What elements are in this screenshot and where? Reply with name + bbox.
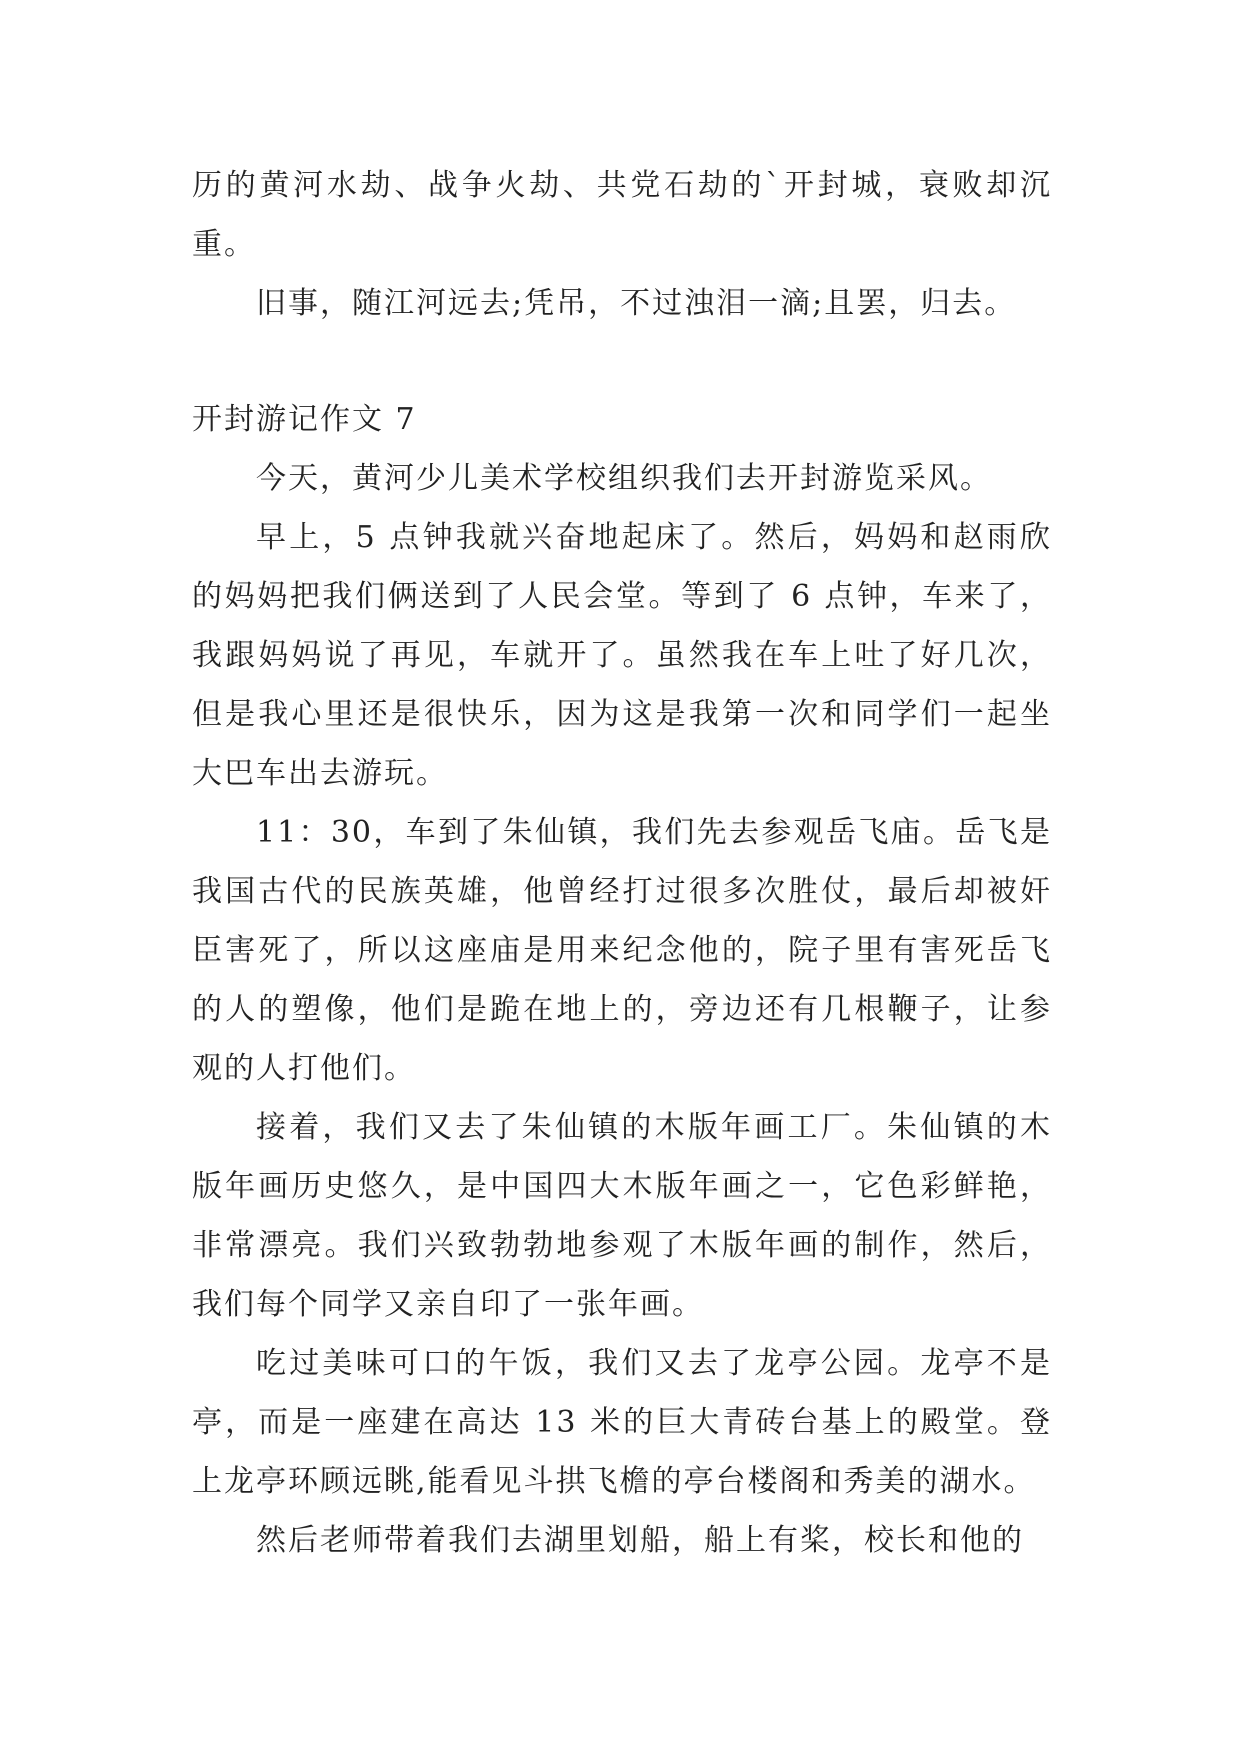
paragraph-3: 11：30，车到了朱仙镇，我们先去参观岳飞庙。岳飞是我国古代的民族英雄，他曾经打过很多次胜仗，最后却被奸臣害死了，所以这座庙是用来纪念他的，院子里有害死岳飞的人的塑像，他们是跪在地上的，旁边还有几根鞭子，让参观的人打他们。 [192,815,1052,1086]
paragraph-5: 吃过美味可口的午饭，我们又去了龙亭公园。龙亭不是亭，而是一座建在高达 13 米的巨大青砖台基上的殿堂。登上龙亭环顾远眺,能看见斗拱飞檐的亭台楼阁和秀美的湖水。 [192,1346,1052,1499]
continued-text-block [192,156,1052,333]
section-title: 开封游记作文 7 [192,402,417,437]
paragraph-1: 今天，黄河少儿美术学校组织我们去开封游览采风。 [256,461,992,496]
paragraph-6: 然后老师带着我们去湖里划船，船上有桨，校长和他的 [256,1523,1024,1558]
essay-section [192,390,1052,1570]
paragraph-4: 接着，我们又去了朱仙镇的木版年画工厂。朱仙镇的木版年画历史悠久，是中国四大木版年画之一，它色彩鲜艳，非常漂亮。我们兴致勃勃地参观了木版年画的制作，然后，我们每个同学又亲自印了一张年画。 [192,1110,1052,1322]
paragraph-2: 早上，5 点钟我就兴奋地起床了。然后，妈妈和赵雨欣的妈妈把我们俩送到了人民会堂。等到了 6 点钟，车来了，我跟妈妈说了再见，车就开了。虽然我在车上吐了好几次，但是我心里还是很快乐，因为这是我第一次和同学们一起坐大巴车出去游玩。 [192,520,1052,791]
continued-paragraph-2: 旧事，随江河远去;凭吊，不过浊泪一滴;且罢，归去。 [256,286,1017,321]
continued-paragraph-1: 历的黄河水劫、战争火劫、共党石劫的`开封城，衰败却沉重。 [192,168,1052,262]
